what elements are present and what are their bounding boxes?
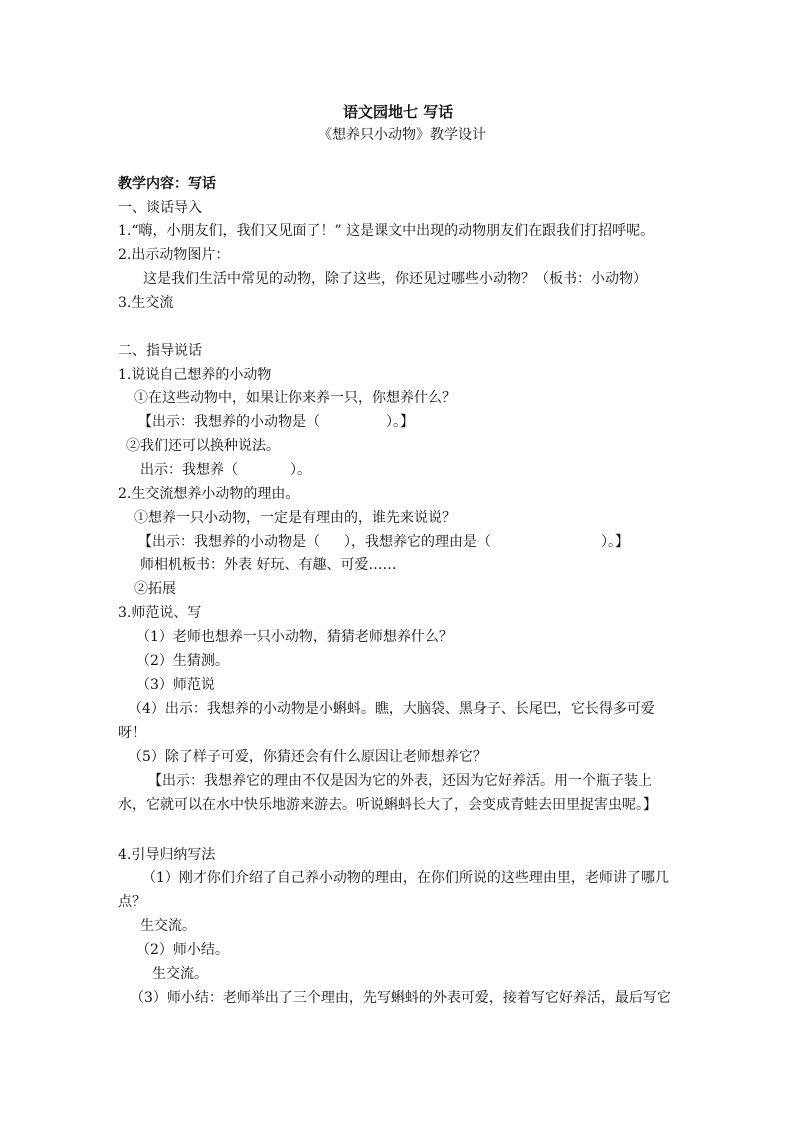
point-3-5-example-line-1: 【出示：我想养它的理由不仅是因为它的外表，还因为它好养活。用一个瓶子装上 (148, 773, 652, 789)
section-1-line-3: 这是我们生活中常见的动物，除了这些，你还见过哪些小动物？（板书：小动物） (143, 271, 647, 287)
section-1-line-1: 1.“嗨，小朋友们，我们又见面了！” 这是课文中出现的动物朋友们在跟我们打招呼呢。 (118, 223, 655, 239)
point-4-1-line-1: （1）刚才你们介绍了自己养小动物的理由，在你们所说的这些理由里，老师讲了哪几 (142, 870, 669, 886)
point-2-b (138, 533, 629, 551)
point-4-student-share-1: 生交流。 (140, 918, 196, 934)
point-2-d: ②拓展 (134, 581, 176, 597)
point-1-a: ①在这些动物中，如果让你来养一只，你想养什么？ (134, 390, 456, 406)
point-2-c: 师相机板书：外表 好玩、有趣、可爱…… (140, 557, 397, 573)
document-subtitle: 《想养只小动物》教学设计 (318, 127, 486, 143)
point-1-c: ②我们还可以换种说法。 (126, 438, 280, 454)
point-2-b-middle: ），我想养它的理由是（ (344, 534, 491, 550)
point-3-2: （2）生猜测。 (136, 653, 229, 669)
point-3-1: （1）老师也想养一只小动物，猜猜老师想养什么？ (136, 629, 453, 645)
point-4-1-line-2: 点？ (118, 894, 146, 910)
point-1-d-suffix: ）。 (290, 462, 311, 478)
section-1-line-4: 3.生交流 (118, 295, 174, 311)
point-1-b (138, 413, 414, 431)
point-2-a: ①想养一只小动物，一定是有理由的，谁先来说说？ (134, 510, 456, 526)
point-3-5: （5）除了样子可爱，你猜还会有什么原因让老师想养它？ (128, 749, 487, 765)
section-1-heading: 一、谈话导入 (118, 200, 202, 216)
point-1-b-prefix: 【出示：我想养的小动物是（ (138, 414, 320, 430)
point-3-3: （3）师范说 (136, 677, 215, 693)
point-3-4-line-1: （4）出示：我想养的小动物是小蝌蚪。瞧，大脑袋、黑身子、长尾巴，它长得多可爱 (128, 701, 655, 717)
point-1-b-suffix: ）。】 (386, 414, 414, 430)
point-4-student-share-2: 生交流。 (152, 966, 208, 982)
section-2-heading: 二、指导说话 (118, 343, 202, 359)
point-2: 2.生交流想养小动物的理由。 (118, 486, 300, 502)
point-2-b-suffix: ）。】 (601, 534, 629, 550)
point-1-d (140, 461, 311, 479)
point-1: 1.说说自己想养的小动物 (118, 367, 272, 383)
point-3-5-example-line-2: 水，它就可以在水中快乐地游来游去。听说蝌蚪长大了，会变成青蛙去田里捉害虫呢。】 (118, 797, 657, 813)
point-4: 4.引导归纳写法 (118, 847, 216, 863)
document-title: 语文园地七 写话 (343, 103, 454, 121)
point-3: 3.师范说、写 (118, 605, 202, 621)
point-4-2: （2）师小结。 (136, 942, 229, 958)
section-1-line-2: 2.出示动物图片： (118, 247, 230, 263)
content-heading: 教学内容：写话 (118, 176, 216, 192)
point-2-b-prefix: 【出示：我想养的小动物是（ (138, 534, 320, 550)
point-1-d-prefix: 出示：我想养（ (140, 462, 238, 478)
point-3-4-line-2: 呀！ (118, 725, 146, 741)
point-4-3: （3）师小结：老师举出了三个理由，先写蝌蚪的外表可爱，接着写它好养活，最后写它 (130, 990, 671, 1006)
